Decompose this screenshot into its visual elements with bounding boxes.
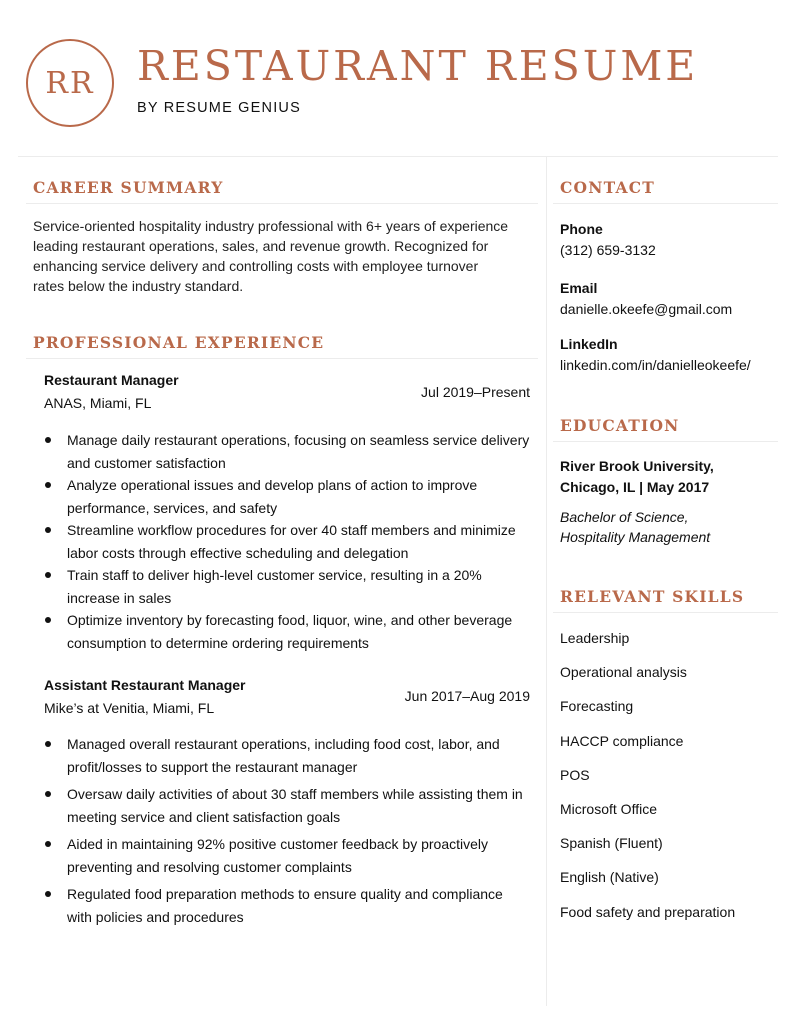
job-bullet: Oversaw daily activities of about 30 staff members while assisting them in meeting service and client satisfaction goals [26, 783, 531, 828]
job-bullet-list [26, 733, 531, 928]
education-degree [560, 507, 770, 547]
job-dates: Jun 2017–Aug 2019 [404, 688, 530, 704]
job-bullet: Optimize inventory by forecasting food, liquor, wine, and other beverage consumption to determine ordering requirements [26, 609, 531, 654]
email-value: danielle.okeefe@gmail.com [560, 301, 733, 317]
phone-value: (312) 659-3132 [560, 242, 656, 258]
contact-rule [553, 203, 778, 204]
job-bullet: Manage daily restaurant operations, focusing on seamless service delivery and customer satisfaction [26, 429, 531, 474]
skills-heading: RELEVANT SKILLS [560, 587, 745, 606]
skill-item: Spanish (Fluent) [560, 835, 663, 852]
job-bullet: Regulated food preparation methods to ensure quality and compliance with policies and procedures [26, 883, 531, 928]
skill-item: Microsoft Office [560, 800, 657, 817]
job-bullet: Managed overall restaurant operations, including food cost, labor, and profit/losses to support the restaurant manager [26, 733, 531, 778]
education-school-location: Chicago, IL | May 2017 [560, 479, 710, 495]
column-divider [546, 156, 547, 1006]
skills-rule [553, 612, 778, 613]
job-bullet: Streamline workflow procedures for over 40 staff members and minimize labor costs through effective scheduling and delegation [26, 519, 531, 564]
education-school-name: River Brook University, [560, 458, 714, 474]
skills-list [560, 630, 775, 938]
job-bullet-list [26, 429, 531, 654]
skill-item: Forecasting [560, 698, 634, 715]
experience-rule [26, 358, 538, 359]
job-title: Restaurant Manager [44, 372, 179, 388]
header-divider [18, 156, 778, 157]
monogram-badge: RR [26, 39, 114, 127]
resume-header [0, 0, 800, 156]
skill-item: Food safety and preparation [560, 903, 736, 920]
linkedin-label: LinkedIn [560, 336, 618, 352]
job-dates: Jul 2019–Present [421, 384, 530, 400]
contact-heading: CONTACT [560, 178, 655, 197]
skill-item: POS [560, 766, 590, 783]
career-summary-text: Service-oriented hospitality industry professional with 6+ years of experience leading restaurant operations, sales, and revenue growth. Recognized for enhancing service delivery and controlling costs with employee turnover rates below the industry standard. [33, 218, 509, 294]
education-degree-field: Hospitality Management [560, 529, 711, 545]
resume-title: RESTAURANT RESUME [137, 42, 699, 90]
job-bullet: Analyze operational issues and develop plans of action to improve performance, services, and safety [26, 474, 531, 519]
phone-label: Phone [560, 221, 603, 237]
experience-heading: PROFESSIONAL EXPERIENCE [33, 333, 325, 352]
resume-subtitle: BY RESUME GENIUS [137, 100, 301, 116]
skill-item: English (Native) [560, 869, 659, 886]
job-company: ANAS, Miami, FL [44, 395, 152, 411]
job-bullet: Aided in maintaining 92% positive customer feedback by proactively preventing and resolving customer complaints [26, 833, 531, 878]
skill-item: HACCP compliance [560, 732, 684, 749]
job-company: Mike’s at Venitia, Miami, FL [44, 700, 215, 716]
linkedin-value: linkedin.com/in/danielleokeefe/ [560, 357, 751, 373]
job-title: Assistant Restaurant Manager [44, 677, 246, 693]
career-summary-rule [26, 203, 538, 204]
education-school [560, 456, 770, 498]
education-heading: EDUCATION [560, 416, 680, 435]
email-label: Email [560, 280, 598, 296]
skill-item: Leadership [560, 630, 630, 646]
career-summary-heading: CAREER SUMMARY [33, 178, 224, 197]
skill-item: Operational analysis [560, 664, 687, 681]
job-bullet: Train staff to deliver high-level customer service, resulting in a 20% increase in sales [26, 564, 531, 609]
education-rule [553, 441, 778, 442]
education-degree-type: Bachelor of Science, [560, 509, 689, 525]
